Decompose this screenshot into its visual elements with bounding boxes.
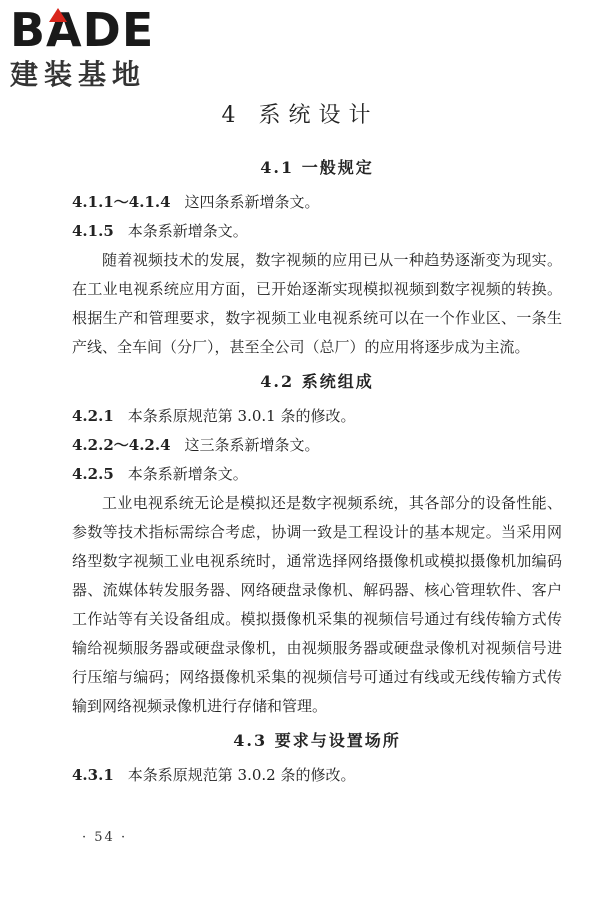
logo-word-text: BADE [10,3,155,57]
clause-text: 这四条系新增条文。 [184,193,320,211]
logo-subtitle: 建装基地 [10,58,147,91]
clause-number: 4.3.1 [72,766,114,784]
clause-4-2-1 [72,402,562,431]
clause-text: 本条系原规范第 3.0.2 条的修改。 [127,766,356,784]
section-title-4-2: 4.2 系统组成 [260,372,374,391]
paragraph-4-1-5: 随着视频技术的发展，数字视频的应用已从一种趋势逐渐变为现实。在工业电视系统应用方面，已开始逐渐实现模拟视频到数字视频的转换。根据生产和管理要求，数字视频工业电视系统可以在一个作业区、一条生产线、全车间（分厂），甚至全公司（总厂）的应用将逐步成为主流。 [72,251,562,356]
chapter-title: 4 系统设计 [221,103,379,128]
clause-number: 4.2.1 [72,407,114,425]
clause-text: 本条系新增条文。 [127,222,248,240]
bade-logo [10,3,180,96]
clause-text: 这三条系新增条文。 [184,436,320,454]
clause-number: 4.2.2～4.2.4 [72,436,171,454]
page-number: · 54 · [82,830,128,845]
clause-4-1-1 [72,188,562,217]
clause-number: 4.1.1～4.1.4 [72,193,171,211]
clause-text: 本条系原规范第 3.0.1 条的修改。 [127,407,356,425]
paragraph-4-2-5: 工业电视系统无论是模拟还是数字视频系统，其各部分的设备性能、参数等技术指标需综合考虑，协调一致是工程设计的基本规定。当采用网络型数字视频工业电视系统时，通常选择网络摄像机或模拟摄像机加编码器、流媒体转发服务器、网络硬盘录像机、解码器、核心管理软件、客户工作站等有关设备组成。模拟摄像机采集的视频信号通过有线传输方式传输给视频服务器或硬盘录像机，由视频服务器或硬盘录像机对视频信号进行压缩与编码；网络摄像机采集的视频信号可通过有线或无线传输方式传输到网络视频录像机进行存储和管理。 [72,494,562,715]
clause-text: 本条系新增条文。 [127,465,248,483]
clause-number: 4.2.5 [72,465,114,483]
clause-4-3-1 [72,761,562,790]
logo-wordmark [10,3,155,57]
clause-4-2-5 [72,460,562,489]
document-body [72,148,562,790]
clause-4-2-2 [72,431,562,460]
logo-triangle-icon [49,8,67,22]
section-title-4-3: 4.3 要求与设置场所 [233,731,401,750]
clause-4-1-5 [72,217,562,246]
clause-number: 4.1.5 [72,222,114,240]
section-title-4-1: 4.1 一般规定 [260,158,374,177]
